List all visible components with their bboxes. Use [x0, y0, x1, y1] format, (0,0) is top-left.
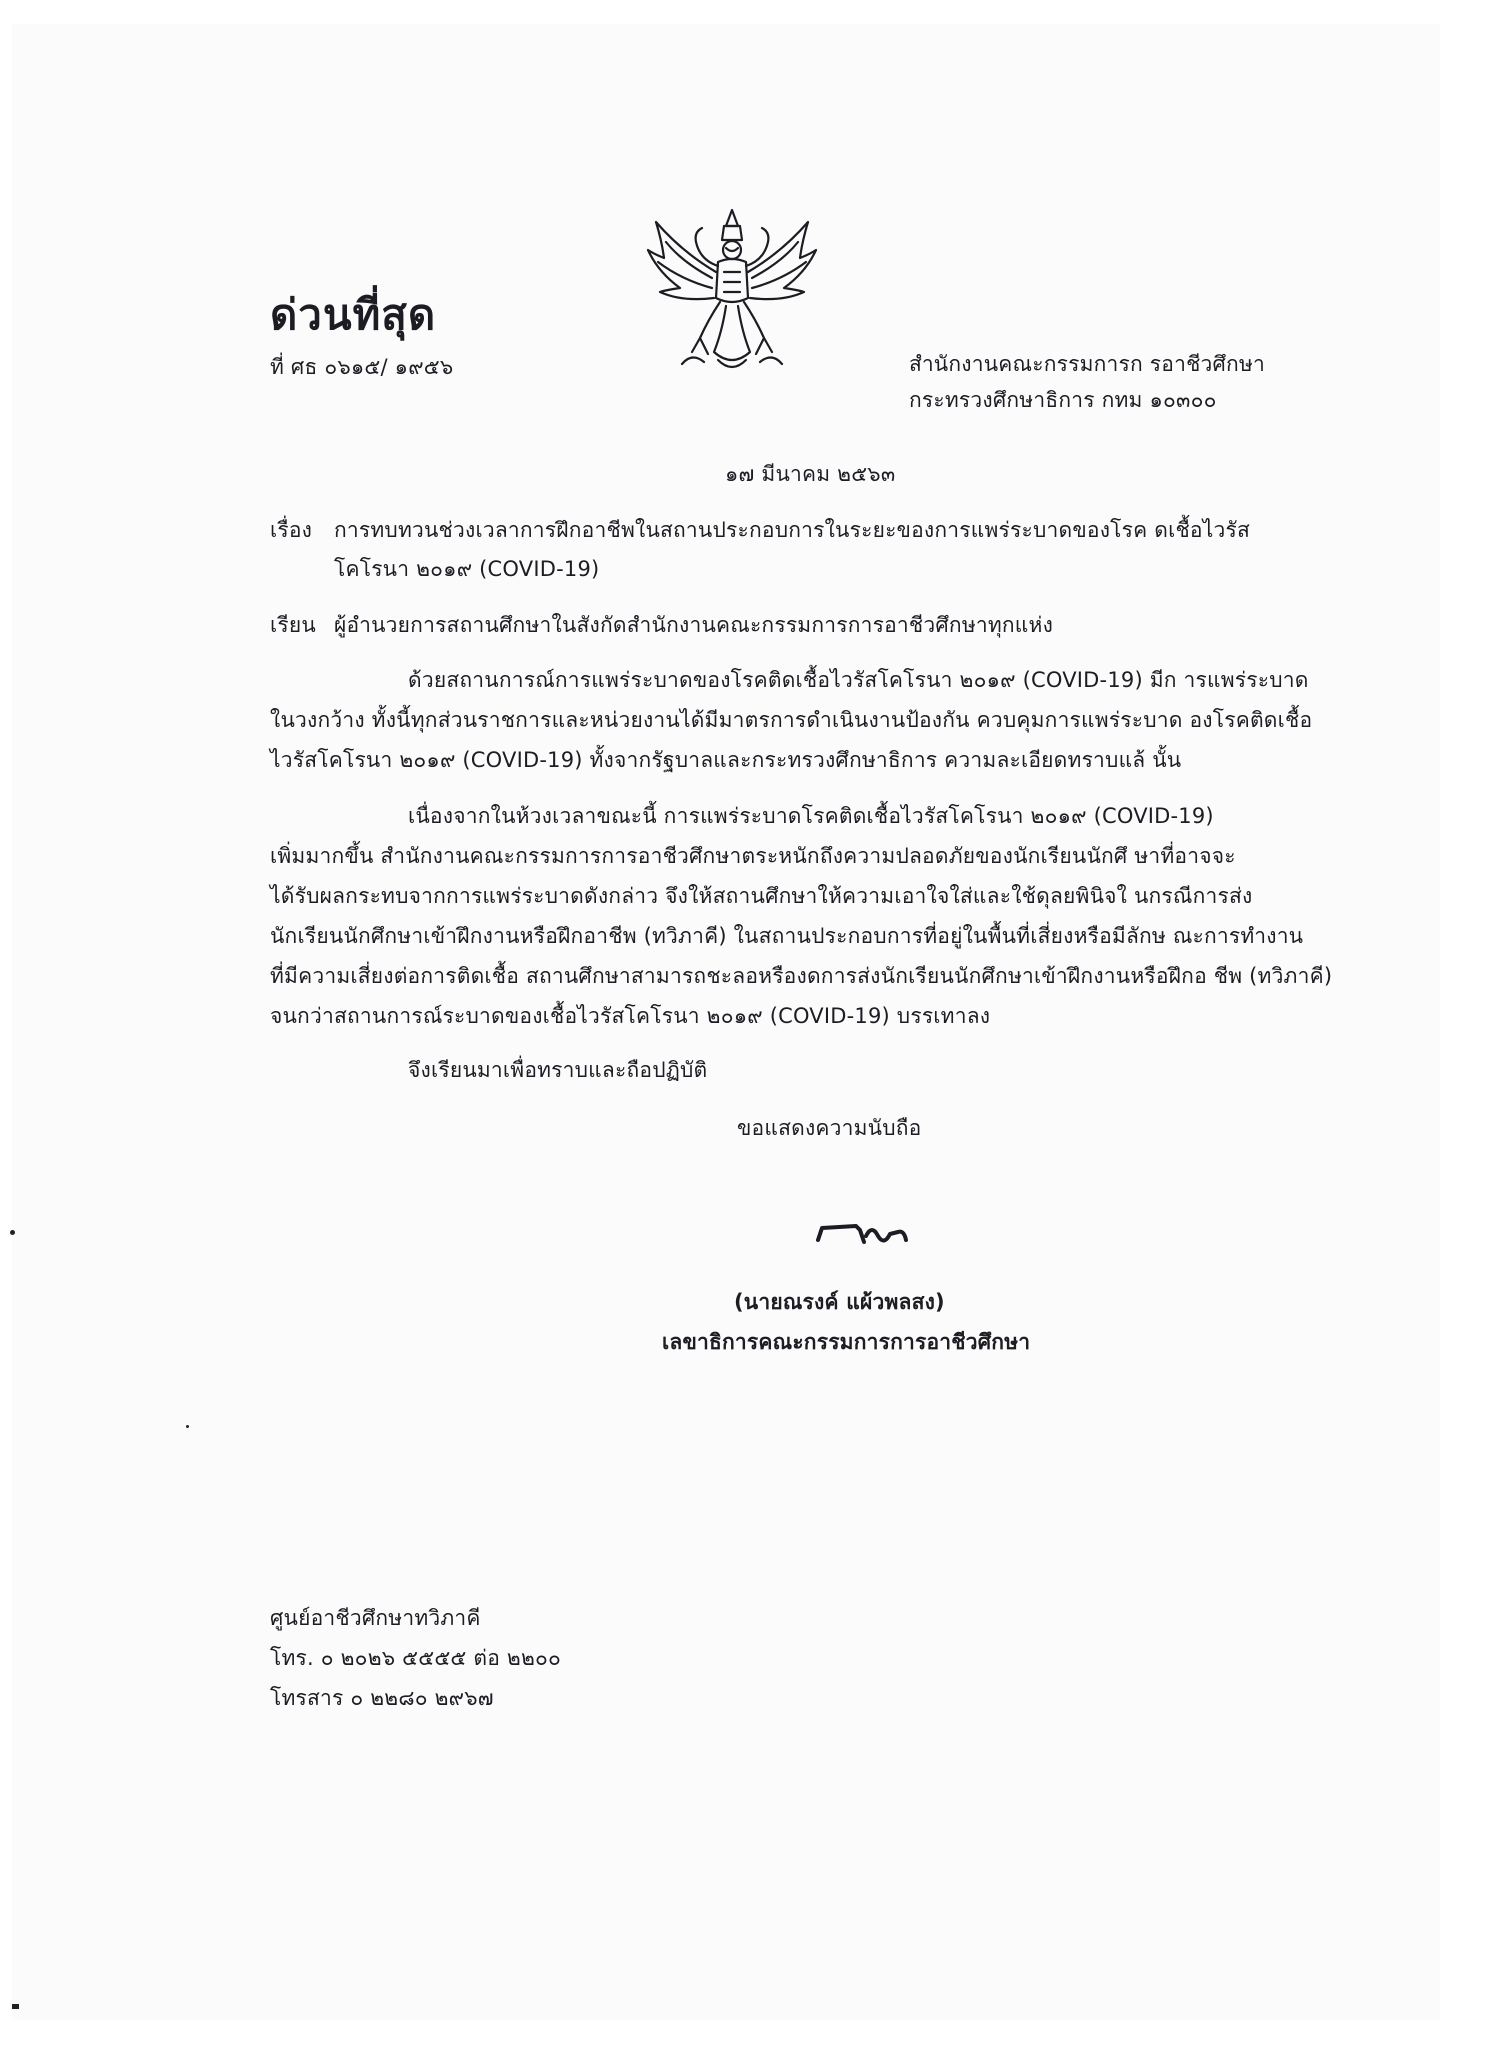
- footer-telephone: โทร. ๐ ๒๐๒๖ ๕๕๕๕ ต่อ ๒๒๐๐: [270, 1646, 562, 1670]
- reference-number: ที่ ศธ ๐๖๑๕/ ๑๙๕๖: [270, 355, 454, 379]
- subject-label: เรื่อง: [270, 518, 313, 542]
- footer-fax: โทรสาร ๐ ๒๒๘๐ ๒๙๖๗: [270, 1686, 494, 1710]
- office-address: กระทรวงศึกษาธิการ กทม ๑๐๓๐๐: [909, 388, 1217, 412]
- scan-speck: [12, 2004, 19, 2009]
- para2-line-2: เพิ่มมากขึ้น สำนักงานคณะกรรมการการอาชีวศึกษาตระหนักถึงความปลอดภัยของนักเรียนนักศึ ษาที่อาจจะ: [270, 844, 1236, 868]
- office-name: สำนักงานคณะกรรมการก รอาชีวศึกษา: [909, 352, 1265, 376]
- letter-page: [12, 24, 1440, 2020]
- para2-line-4: นักเรียนนักศึกษาเข้าฝึกงานหรือฝึกอาชีพ (ทวิภาคี) ในสถานประกอบการที่อยู่ในพื้นที่เสี่ยงหรือมีลักษ ณะการทำงาน: [270, 924, 1304, 948]
- subject-line-1: การทบทวนช่วงเวลาการฝึกอาชีพในสถานประกอบการในระยะของการแพร่ระบาดของโรค ดเชื้อไวรัส: [334, 518, 1250, 542]
- urgency-heading: ด่วนที่สุด: [270, 290, 437, 339]
- letter-date: ๑๗ มีนาคม ๒๕๖๓: [725, 462, 896, 486]
- footer-unit: ศูนย์อาชีวศึกษาทวิภาคี: [270, 1606, 481, 1630]
- para2-line-5: ที่มีความเสี่ยงต่อการติดเชื้อ สถานศึกษาสามารถชะลอหรืองดการส่งนักเรียนนักศึกษาเข้าฝึกงานหรือฝึกอ ชีพ (ทวิภาคี): [270, 964, 1333, 988]
- signer-name: (นายณรงค์ แผ้วพลสง): [734, 1290, 945, 1314]
- handwritten-signature: [812, 1206, 922, 1256]
- regards-line: ขอแสดงความนับถือ: [737, 1116, 922, 1140]
- para1-line-3: ไวรัสโคโรนา ๒๐๑๙ (COVID-19) ทั้งจากรัฐบาลและกระทรวงศึกษาธิการ ความละเอียดทราบแล้ นั้น: [270, 748, 1182, 772]
- para1-line-2: ในวงกว้าง ทั้งนี้ทุกส่วนราชการและหน่วยงานได้มีมาตรการดำเนินงานป้องกัน ควบคุมการแพร่ระบาด องโรคติดเชื้อ: [270, 708, 1313, 732]
- scan-speck: [10, 1230, 15, 1235]
- closing-line: จึงเรียนมาเพื่อทราบและถือปฏิบัติ: [408, 1058, 708, 1082]
- scan-speck: [186, 1425, 189, 1428]
- para2-line-6: จนกว่าสถานการณ์ระบาดของเชื้อไวรัสโคโรนา ๒๐๑๙ (COVID-19) บรรเทาลง: [270, 1004, 991, 1028]
- addressee-label: เรียน: [270, 613, 316, 637]
- para2-line-3: ได้รับผลกระทบจากการแพร่ระบาดดังกล่าว จึงให้สถานศึกษาให้ความเอาใจใส่และใช้ดุลยพินิจใ นกรณีการส่ง: [270, 884, 1253, 908]
- signer-title: เลขาธิการคณะกรรมการการอาชีวศึกษา: [662, 1330, 1031, 1354]
- para1-line-1: ด้วยสถานการณ์การแพร่ระบาดของโรคติดเชื้อไวรัสโคโรนา ๒๐๑๙ (COVID-19) มีก ารแพร่ระบาด: [408, 668, 1309, 692]
- para2-line-1: เนื่องจากในห้วงเวลาขณะนี้ การแพร่ระบาดโรคติดเชื้อไวรัสโคโรนา ๒๐๑๙ (COVID-19): [408, 804, 1214, 828]
- addressee-text: ผู้อำนวยการสถานศึกษาในสังกัดสำนักงานคณะกรรมการการอาชีวศึกษาทุกแห่ง: [334, 613, 1054, 637]
- garuda-emblem-icon: [642, 202, 822, 382]
- subject-line-2: โคโรนา ๒๐๑๙ (COVID-19): [334, 557, 600, 581]
